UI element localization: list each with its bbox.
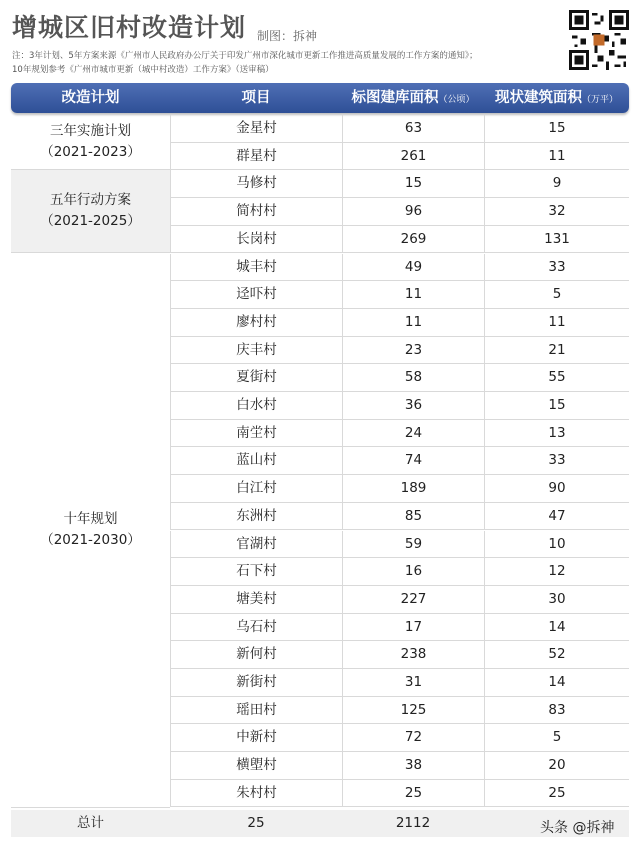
building-area-cell: 15 <box>484 392 629 420</box>
table-row <box>11 503 629 531</box>
table-row <box>11 392 629 420</box>
building-area-cell: 9 <box>484 170 629 198</box>
table-row <box>11 558 629 586</box>
mapped-area-cell: 85 <box>342 503 484 531</box>
building-area-cell: 13 <box>484 420 629 448</box>
table-row <box>11 420 629 448</box>
building-area-cell: 131 <box>484 226 629 254</box>
village-name-cell: 廖村村 <box>170 309 342 337</box>
mapped-area-cell: 189 <box>342 475 484 503</box>
building-area-cell: 25 <box>484 780 629 808</box>
table-row <box>11 254 629 282</box>
mapped-area-cell: 58 <box>342 364 484 392</box>
village-name-cell: 夏街村 <box>170 364 342 392</box>
column-header-plan: 改造计划 <box>61 90 120 106</box>
page-title: 增城区旧村改造计划 <box>12 13 247 42</box>
source-note-line-2: 10年规划参考《广州市城市更新（城中村改造）工作方案》（送审稿） <box>12 65 274 75</box>
village-name-cell: 朱村村 <box>170 780 342 808</box>
mapped-area-cell: 59 <box>342 531 484 559</box>
table-row <box>11 780 629 808</box>
mapped-area-cell: 17 <box>342 614 484 642</box>
plan-group-name: 十年规划 <box>63 511 118 527</box>
mapped-area-cell: 11 <box>342 281 484 309</box>
building-area-cell: 15 <box>484 115 629 143</box>
building-area-cell: 14 <box>484 669 629 697</box>
plan-group-period: （2021-2030） <box>40 532 141 548</box>
mapped-area-cell: 24 <box>342 420 484 448</box>
mapped-area-cell: 63 <box>342 115 484 143</box>
column-header-building-area: 现状建筑面积（万平） <box>494 90 618 106</box>
mapped-area-cell: 16 <box>342 558 484 586</box>
table-row <box>11 697 629 725</box>
building-area-cell: 33 <box>484 447 629 475</box>
village-name-cell: 白水村 <box>170 392 342 420</box>
building-area-cell: 55 <box>484 364 629 392</box>
village-name-cell: 中新村 <box>170 724 342 752</box>
table-row <box>11 281 629 309</box>
table-row <box>11 143 629 171</box>
village-name-cell: 长岗村 <box>170 226 342 254</box>
column-header-mapped-area: 标图建库面积（公顷） <box>351 90 475 106</box>
village-name-cell: 金星村 <box>170 115 342 143</box>
table-row <box>11 309 629 337</box>
table-row <box>11 531 629 559</box>
table-row <box>11 752 629 780</box>
mapped-area-cell: 38 <box>342 752 484 780</box>
table-row <box>11 586 629 614</box>
mapped-area-cell: 238 <box>342 641 484 669</box>
building-area-cell: 11 <box>484 143 629 171</box>
village-name-cell: 马修村 <box>170 170 342 198</box>
building-area-cell: 10 <box>484 531 629 559</box>
building-area-cell: 30 <box>484 586 629 614</box>
mapped-area-cell: 25 <box>342 780 484 808</box>
building-area-cell: 5 <box>484 281 629 309</box>
building-area-cell: 32 <box>484 198 629 226</box>
watermark: 头条 @拆神 <box>540 820 615 836</box>
mapped-area-cell: 36 <box>342 392 484 420</box>
building-area-cell: 12 <box>484 558 629 586</box>
mapped-area-cell: 11 <box>342 309 484 337</box>
building-area-cell: 90 <box>484 475 629 503</box>
total-count: 25 <box>247 815 265 831</box>
building-area-cell: 5 <box>484 724 629 752</box>
table-row <box>11 447 629 475</box>
building-area-cell: 14 <box>484 614 629 642</box>
plan-group-period: （2021-2023） <box>40 144 141 161</box>
table-row <box>11 198 629 226</box>
village-name-cell: 东洲村 <box>170 503 342 531</box>
mapped-area-cell: 227 <box>342 586 484 614</box>
plan-group-period: （2021-2025） <box>40 213 141 230</box>
column-header-project: 项目 <box>241 90 271 106</box>
table-row <box>11 475 629 503</box>
mapped-area-cell: 96 <box>342 198 484 226</box>
table-row <box>11 641 629 669</box>
village-name-cell: 蓝山村 <box>170 447 342 475</box>
total-area: 2112 <box>395 815 431 831</box>
table-row <box>11 614 629 642</box>
village-name-cell: 南坣村 <box>170 420 342 448</box>
table-row <box>11 226 629 254</box>
building-area-cell: 20 <box>484 752 629 780</box>
village-name-cell: 横塱村 <box>170 752 342 780</box>
village-name-cell: 瑶田村 <box>170 697 342 725</box>
village-name-cell: 官湖村 <box>170 531 342 559</box>
mapped-area-cell: 15 <box>342 170 484 198</box>
total-label: 总计 <box>77 815 104 831</box>
source-note-line-1: 注：3年计划、5年方案来源《广州市人民政府办公厅关于印发广州市深化城市更新工作推进高质量发展的工作方案的通知》； <box>12 51 478 61</box>
building-area-cell: 33 <box>484 254 629 282</box>
table-row <box>11 724 629 752</box>
mapped-area-cell: 49 <box>342 254 484 282</box>
mapped-area-cell: 23 <box>342 337 484 365</box>
building-area-cell: 47 <box>484 503 629 531</box>
plan-group-name: 三年实施计划 <box>50 123 131 140</box>
header <box>12 8 572 48</box>
village-name-cell: 庆丰村 <box>170 337 342 365</box>
village-name-cell: 群星村 <box>170 143 342 171</box>
mapped-area-cell: 72 <box>342 724 484 752</box>
qr-code-icon <box>569 10 629 70</box>
plan-group-name: 五年行动方案 <box>50 192 131 209</box>
mapped-area-cell: 125 <box>342 697 484 725</box>
village-name-cell: 新街村 <box>170 669 342 697</box>
table-header <box>11 83 629 113</box>
village-name-cell: 迳吓村 <box>170 281 342 309</box>
mapped-area-cell: 269 <box>342 226 484 254</box>
building-area-cell: 21 <box>484 337 629 365</box>
village-name-cell: 简村村 <box>170 198 342 226</box>
village-name-cell: 城丰村 <box>170 254 342 282</box>
building-area-cell: 11 <box>484 309 629 337</box>
village-name-cell: 石下村 <box>170 558 342 586</box>
table-row <box>11 337 629 365</box>
building-area-cell: 83 <box>484 697 629 725</box>
chart-credit: 制图：拆神 <box>257 29 318 43</box>
table-row <box>11 170 629 198</box>
table-row <box>11 364 629 392</box>
table-row <box>11 669 629 697</box>
mapped-area-cell: 261 <box>342 143 484 171</box>
village-name-cell: 塘美村 <box>170 586 342 614</box>
mapped-area-cell: 31 <box>342 669 484 697</box>
village-name-cell: 乌石村 <box>170 614 342 642</box>
village-name-cell: 新何村 <box>170 641 342 669</box>
village-name-cell: 白江村 <box>170 475 342 503</box>
building-area-cell: 52 <box>484 641 629 669</box>
total-row <box>11 810 629 837</box>
mapped-area-cell: 74 <box>342 447 484 475</box>
table-row <box>11 115 629 143</box>
